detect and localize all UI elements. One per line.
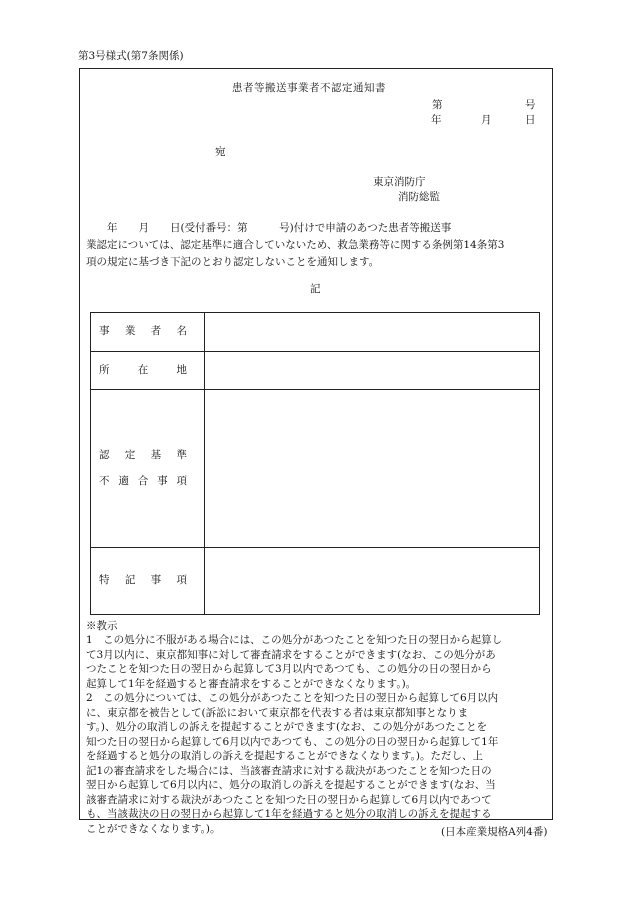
table-row [91, 313, 540, 352]
instruction-line: 2 この処分については、この処分があつたことを知つた日の翌日から起算して6月以内 [86, 692, 499, 704]
label-char: 不 [99, 474, 110, 487]
row-label-business-name [91, 313, 205, 352]
label-line [99, 475, 187, 489]
row-label-location [91, 352, 205, 390]
instruction-line: て3月以内に、東京都知事に対して審査請求をすることができます(なお、この処分があ [86, 648, 496, 661]
body-line: 年 月 日(受付番号：第 号)付けで申請のあつた患者等搬送事 [86, 222, 452, 234]
row-label-nonconformity [91, 390, 205, 548]
instruction-line: 記1の審査請求をした場合には、当該審査請求に対する裁決があつたことを知つた日の [86, 764, 492, 777]
ki-heading: 記 [310, 283, 321, 295]
issuer-title: 消防総監 [398, 191, 440, 203]
instruction-line: つたことを知つた日の翌日から起算して3月以内であつても、この処分の日の翌日から [86, 663, 492, 675]
instruction-line: 1 この処分に不服がある場合には、この処分があつたことを知つた日の翌日から起算し [86, 634, 503, 646]
row-value-location[interactable] [205, 352, 540, 390]
row-label-special-notes [91, 548, 205, 615]
label-char: 定 [124, 448, 136, 461]
label-line [99, 449, 187, 463]
number-suffix: 号 [525, 99, 536, 111]
label-char: 所 [99, 363, 110, 376]
table-row [91, 390, 540, 548]
label-char: 業 [124, 325, 136, 338]
label-line [99, 574, 187, 588]
paper-size-note: (日本産業規格A列4番) [441, 826, 548, 838]
label-char: 適 [118, 474, 129, 487]
date-year-label: 年 [431, 114, 442, 126]
instruction-line: 起算して1年を経過すると審査請求をすることができなくなります。)。 [86, 677, 417, 690]
date-day-label: 日 [525, 114, 536, 126]
instruction-line: も、当該裁決の日の翌日から起算して1年を経過すると処分の取消しの訴えを提起する [86, 808, 492, 820]
label-char: 基 [150, 448, 162, 461]
instruction-line: に、東京都を被告として(訴訟において東京都を代表する者は東京都知事となりま [86, 706, 469, 719]
instruction-line: 該審査請求に対する裁決があつたことを知つた日の翌日から起算して6月以内であつて [86, 793, 492, 806]
label-char: 地 [176, 363, 187, 376]
row-value-special-notes[interactable] [205, 548, 540, 615]
form-label: 第3号様式(第7条関係) [78, 50, 184, 62]
label-char: 項 [176, 474, 187, 487]
instructions-block [86, 619, 550, 836]
label-char: 記 [124, 574, 136, 587]
label-char: 名 [176, 325, 187, 338]
instruction-line: 翌日から起算して6月以内に、処分の取消しの訴えを提起することができます(なお、当 [86, 779, 496, 791]
table-row [91, 352, 540, 390]
label-char: 事 [99, 325, 110, 338]
row-value-nonconformity[interactable] [205, 390, 540, 548]
number-prefix: 第 [432, 99, 443, 111]
label-char: 事 [157, 474, 168, 487]
instruction-line: す。)、処分の取消しの訴えを提起することができます(なお、この処分があつたことを [86, 721, 488, 733]
row-value-business-name[interactable] [205, 313, 540, 352]
label-line [99, 364, 187, 378]
label-char: 認 [99, 448, 110, 461]
instruction-line: ことができなくなります。)。 [86, 822, 221, 835]
record-table [90, 312, 540, 615]
date-month-label: 月 [481, 114, 492, 126]
label-char: 事 [150, 574, 162, 587]
label-char: 在 [137, 363, 149, 376]
instruction-line: を経過すると処分の取消しの訴えを提起することができなくなります。)。ただし、上 [86, 750, 484, 762]
label-char: 準 [176, 448, 187, 461]
addressee-suffix: 宛 [215, 146, 226, 158]
instruction-line: 知つた日の翌日から起算して6月以内であつても、この処分の日の翌日から起算して1年 [86, 735, 499, 748]
instructions-heading: ※教示 [86, 620, 118, 632]
label-char: 合 [137, 474, 149, 487]
table-row [91, 548, 540, 615]
issuer-org: 東京消防庁 [373, 176, 426, 188]
label-line [99, 325, 187, 339]
label-char: 者 [150, 325, 162, 338]
document-title: 患者等搬送事業者不認定通知書 [232, 82, 386, 94]
body-line: 業認定については、認定基準に適合していないため、救急業務等に関する条例第14条第3 [86, 239, 505, 251]
label-char: 項 [176, 574, 187, 587]
notice-body [86, 220, 548, 271]
body-line: 項の規定に基づき下記のとおり認定しないことを通知します。 [86, 256, 380, 268]
label-char: 特 [99, 574, 110, 587]
